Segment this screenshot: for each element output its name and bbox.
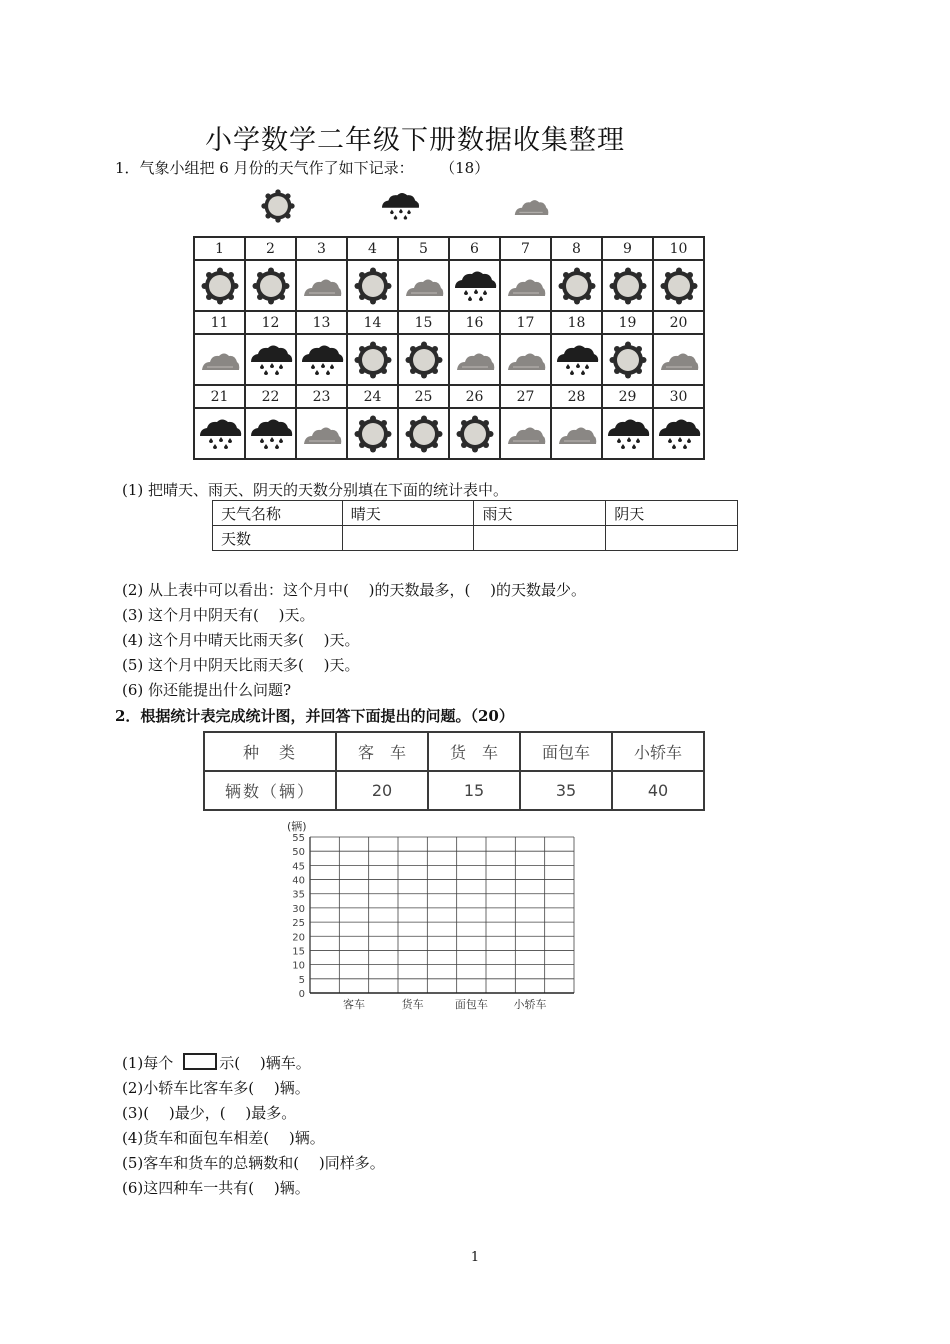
sunny-icon <box>350 266 396 306</box>
calendar-day-number: 25 <box>398 385 449 408</box>
table-cell: 35 <box>520 771 612 810</box>
q2-sub-1-start: (1)每个 <box>122 1054 174 1072</box>
calendar-weather-cell <box>500 260 551 311</box>
table-cell: 种 类 <box>204 732 336 771</box>
calendar-weather-row <box>194 260 704 311</box>
calendar-weather-cell <box>296 408 347 459</box>
calendar-weather-cell <box>347 408 398 459</box>
q2-sub-6: (6)这四种车一共有( )辆。 <box>122 1179 310 1197</box>
calendar-day-number: 10 <box>653 237 704 260</box>
question-1-prompt: 1．气象小组把 6 月份的天气作了如下记录： <box>115 159 414 177</box>
y-tick-label: 50 <box>292 847 305 859</box>
calendar-weather-cell <box>194 408 245 459</box>
calendar-day-number: 11 <box>194 311 245 334</box>
cloudy-icon <box>401 266 447 306</box>
rainy-icon <box>656 414 702 454</box>
y-tick-label: 20 <box>292 932 305 944</box>
rainy-icon <box>554 340 600 380</box>
table-cell: 雨天 <box>474 501 606 526</box>
calendar-weather-cell <box>296 334 347 385</box>
calendar-day-number-row <box>194 237 704 260</box>
calendar-day-number: 7 <box>500 237 551 260</box>
cloudy-icon <box>299 414 345 454</box>
rainy-icon <box>248 340 294 380</box>
q1-sub-2: (2) 从上表中可以看出：这个月中( )的天数最多，( )的天数最少。 <box>122 581 586 599</box>
weather-calendar <box>193 236 705 460</box>
y-tick-label: 45 <box>292 861 305 873</box>
cloudy-icon <box>554 414 600 454</box>
calendar-day-number: 9 <box>602 237 653 260</box>
calendar-day-number: 29 <box>602 385 653 408</box>
calendar-day-number: 19 <box>602 311 653 334</box>
y-tick-label: 40 <box>292 875 305 887</box>
cloudy-icon <box>197 340 243 380</box>
question-1-points: （18） <box>447 159 490 177</box>
calendar-weather-row <box>194 408 704 459</box>
calendar-weather-cell <box>551 408 602 459</box>
q1-sub-5: (5) 这个月中阴天比雨天多( )天。 <box>122 656 360 674</box>
calendar-day-number: 18 <box>551 311 602 334</box>
calendar-weather-cell <box>551 260 602 311</box>
sunny-icon <box>605 340 651 380</box>
calendar-day-number: 23 <box>296 385 347 408</box>
table-cell: 天气名称 <box>213 501 343 526</box>
cloudy-icon <box>503 340 549 380</box>
rainy-icon <box>605 414 651 454</box>
sunny-icon <box>401 340 447 380</box>
calendar-weather-cell <box>245 408 296 459</box>
calendar-weather-cell <box>653 334 704 385</box>
sunny-icon <box>554 266 600 306</box>
table-cell: 15 <box>428 771 520 810</box>
y-axis-label: (辆) <box>287 820 307 833</box>
calendar-day-number: 13 <box>296 311 347 334</box>
calendar-day-number: 30 <box>653 385 704 408</box>
cloudy-icon <box>452 340 498 380</box>
calendar-day-number: 5 <box>398 237 449 260</box>
sunny-icon <box>401 414 447 454</box>
table-cell: 小轿车 <box>612 732 704 771</box>
calendar-weather-cell <box>602 408 653 459</box>
calendar-weather-cell <box>398 408 449 459</box>
y-tick-label: 55 <box>292 833 305 844</box>
calendar-day-number: 4 <box>347 237 398 260</box>
calendar-weather-cell <box>602 260 653 311</box>
calendar-day-number: 1 <box>194 237 245 260</box>
rainy-icon <box>197 414 243 454</box>
calendar-day-number: 14 <box>347 311 398 334</box>
cloudy-icon <box>503 266 549 306</box>
sunny-icon <box>350 414 396 454</box>
calendar-weather-cell <box>500 408 551 459</box>
calendar-weather-cell <box>551 334 602 385</box>
q1-sub-3: (3) 这个月中阴天有( )天。 <box>122 606 315 624</box>
unit-square-icon <box>183 1053 217 1070</box>
y-tick-label: 5 <box>298 974 305 986</box>
page-number: 1 <box>470 1250 480 1265</box>
table-cell: 面包车 <box>520 732 612 771</box>
table-row <box>204 732 704 771</box>
calendar-day-number-row <box>194 385 704 408</box>
cloudy-icon <box>508 188 554 224</box>
y-tick-label: 10 <box>292 960 305 972</box>
table-row <box>204 771 704 810</box>
question-2-text: 2．根据统计表完成统计图，并回答下面提出的问题。（20） <box>115 707 514 725</box>
q2-sub-1-end: 示( )辆车。 <box>219 1054 311 1072</box>
sunny-icon <box>656 266 702 306</box>
page-title: 小学数学二年级下册数据收集整理 <box>205 125 625 156</box>
calendar-weather-cell <box>398 260 449 311</box>
table-cell: 辆数（辆） <box>204 771 336 810</box>
y-tick-label: 0 <box>298 989 305 1000</box>
calendar-weather-cell <box>194 334 245 385</box>
calendar-day-number: 27 <box>500 385 551 408</box>
q2-sub-2: (2)小轿车比客车多( )辆。 <box>122 1079 310 1097</box>
calendar-weather-cell <box>449 260 500 311</box>
q2-sub-1 <box>122 1052 311 1073</box>
calendar-day-number: 16 <box>449 311 500 334</box>
calendar-weather-cell <box>347 334 398 385</box>
calendar-weather-cell <box>653 408 704 459</box>
table-cell: 20 <box>336 771 428 810</box>
calendar-day-number: 2 <box>245 237 296 260</box>
sunny-icon <box>197 266 243 306</box>
calendar-weather-cell <box>449 334 500 385</box>
calendar-weather-row <box>194 334 704 385</box>
calendar-weather-cell <box>500 334 551 385</box>
answer-cell-cloudy[interactable] <box>606 526 738 551</box>
sunny-icon <box>452 414 498 454</box>
q1-sub-6: (6) 你还能提出什么问题? <box>122 681 292 699</box>
table-cell: 货 车 <box>428 732 520 771</box>
calendar-day-number: 20 <box>653 311 704 334</box>
calendar-weather-cell <box>347 260 398 311</box>
cloudy-icon <box>299 266 345 306</box>
calendar-weather-cell <box>245 260 296 311</box>
y-tick-label: 35 <box>292 889 305 901</box>
calendar-day-number: 26 <box>449 385 500 408</box>
y-tick-label: 25 <box>292 918 305 930</box>
calendar-weather-cell <box>296 260 347 311</box>
q1-sub-1: (1) 把晴天、雨天、阴天的天数分别填在下面的统计表中。 <box>122 481 509 499</box>
q2-sub-4: (4)货车和面包车相差( )辆。 <box>122 1129 325 1147</box>
table-row <box>213 501 738 526</box>
answer-cell-rainy[interactable] <box>474 526 606 551</box>
calendar-day-number: 6 <box>449 237 500 260</box>
y-tick-label: 15 <box>292 946 305 958</box>
calendar-day-number: 21 <box>194 385 245 408</box>
table-cell: 天数 <box>213 526 343 551</box>
sunny-icon <box>605 266 651 306</box>
rainy-icon <box>248 414 294 454</box>
sunny-icon <box>350 340 396 380</box>
calendar-day-number: 8 <box>551 237 602 260</box>
table-cell: 客 车 <box>336 732 428 771</box>
calendar-weather-cell <box>194 260 245 311</box>
sunny-icon <box>255 188 301 224</box>
vehicle-stat-table <box>203 731 705 811</box>
calendar-weather-cell <box>602 334 653 385</box>
rainy-icon <box>375 188 425 224</box>
x-category-label: 小轿车 <box>513 998 547 1011</box>
x-category-label: 货车 <box>401 998 424 1011</box>
table-cell: 晴天 <box>342 501 474 526</box>
calendar-day-number: 15 <box>398 311 449 334</box>
table-cell: 40 <box>612 771 704 810</box>
calendar-weather-cell <box>653 260 704 311</box>
x-category-label: 客车 <box>343 998 365 1011</box>
q2-sub-5: (5)客车和货车的总辆数和( )同样多。 <box>122 1154 385 1172</box>
cloudy-icon <box>503 414 549 454</box>
vehicle-bar-chart-grid[interactable] <box>278 815 598 1020</box>
sunny-icon <box>248 266 294 306</box>
weather-legend <box>250 188 580 224</box>
q1-sub-4: (4) 这个月中晴天比雨天多( )天。 <box>122 631 360 649</box>
cloudy-icon <box>656 340 702 380</box>
rainy-icon <box>452 266 498 306</box>
weather-stat-table <box>212 500 738 551</box>
calendar-day-number: 3 <box>296 237 347 260</box>
table-row <box>213 526 738 551</box>
x-category-label: 面包车 <box>454 998 488 1011</box>
calendar-day-number-row <box>194 311 704 334</box>
question-1-text <box>115 157 489 178</box>
y-tick-label: 30 <box>292 903 305 915</box>
rainy-icon <box>299 340 345 380</box>
calendar-day-number: 12 <box>245 311 296 334</box>
calendar-weather-cell <box>245 334 296 385</box>
calendar-day-number: 22 <box>245 385 296 408</box>
calendar-weather-cell <box>449 408 500 459</box>
calendar-weather-cell <box>398 334 449 385</box>
calendar-day-number: 24 <box>347 385 398 408</box>
q2-sub-3: (3)( )最少，( )最多。 <box>122 1104 297 1122</box>
answer-cell-sunny[interactable] <box>342 526 474 551</box>
calendar-day-number: 17 <box>500 311 551 334</box>
table-cell: 阴天 <box>606 501 738 526</box>
calendar-day-number: 28 <box>551 385 602 408</box>
